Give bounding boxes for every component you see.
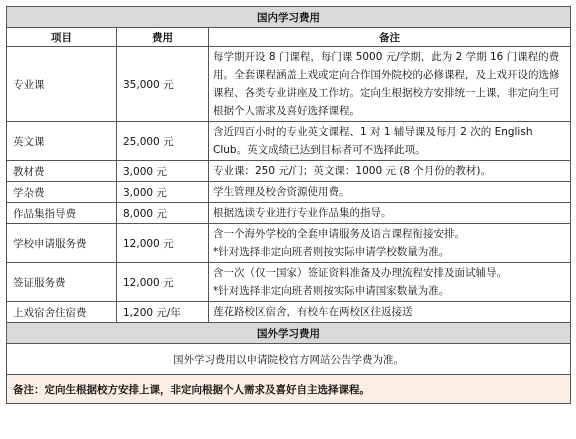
- table-header-row: [7, 28, 571, 47]
- row-item: 上戏宿舍住宿费: [7, 302, 117, 323]
- fee-rows: [7, 47, 571, 323]
- table-row: [7, 224, 571, 263]
- fee-table: [6, 6, 571, 404]
- note-line: 含一次（仅一国家）签证资料准备及办理流程安排及面试辅导。: [213, 267, 507, 279]
- note-line: 专业课：250 元/门；英文课：1000 元 (8 个月份的教材)。: [213, 165, 492, 177]
- row-fee: 3,000 元: [117, 161, 209, 182]
- table-row: [7, 302, 571, 323]
- row-fee: 12,000 元: [117, 263, 209, 302]
- row-note: [209, 203, 571, 224]
- row-fee: 8,000 元: [117, 203, 209, 224]
- row-note: [209, 302, 571, 323]
- footer-note: 备注：定向生根据校方安排上课，非定向根据个人需求及喜好自主选择课程。: [7, 375, 571, 404]
- table-row: [7, 182, 571, 203]
- row-fee: 1,200 元/年: [117, 302, 209, 323]
- row-item: 专业课: [7, 47, 117, 122]
- table-row: [7, 47, 571, 122]
- table-row: [7, 122, 571, 161]
- row-item: 英文课: [7, 122, 117, 161]
- note-line: 每学期开设 8 门课程，每门课 5000 元/学期，此为 2 学期 16 门课程的费用。全套课程涵盖上戏或定向合作国外院校的必修课程，及上戏开设的选修课程、各类专业讲座及工作坊。定向生根据校方安排统一上课，非定向生可根据个人需求及喜好选择课程。: [213, 51, 560, 117]
- row-fee: 35,000 元: [117, 47, 209, 122]
- row-fee: 12,000 元: [117, 224, 209, 263]
- row-item: 学校申请服务费: [7, 224, 117, 263]
- domestic-fees-title: 国内学习费用: [7, 7, 571, 28]
- row-item: 签证服务费: [7, 263, 117, 302]
- note-line: 含一个海外学校的全套申请服务及语言课程衔接安排。: [213, 228, 465, 240]
- table-row: [7, 263, 571, 302]
- row-note: [209, 122, 571, 161]
- row-note: [209, 182, 571, 203]
- note-line: *针对选择非定向班者则按实际申请学校数量为准。: [213, 246, 450, 258]
- intl-fees-text: 国外学习费用以申请院校官方网站公告学费为准。: [7, 344, 571, 375]
- row-item: 教材费: [7, 161, 117, 182]
- table-row: [7, 161, 571, 182]
- row-fee: 25,000 元: [117, 122, 209, 161]
- header-note: 备注: [209, 28, 571, 47]
- note-line: 含近四百小时的专业英文课程、1 对 1 辅导课及每月 2 次的 English Club。英文成绩已达到目标者可不选择此项。: [213, 126, 533, 156]
- header-fee: 费用: [117, 28, 209, 47]
- intl-fees-title: 国外学习费用: [7, 323, 571, 344]
- note-line: *针对选择非定向班者则按实际申请国家数量为准。: [213, 285, 450, 297]
- row-fee: 3,000 元: [117, 182, 209, 203]
- header-item: 项目: [7, 28, 117, 47]
- note-line: 根据选读专业进行专业作品集的指导。: [213, 207, 392, 219]
- row-note: [209, 161, 571, 182]
- fee-sheet: [6, 6, 570, 404]
- row-note: [209, 47, 571, 122]
- table-row: [7, 203, 571, 224]
- note-line: 莲花路校区宿舍，有校车在两校区往返接送: [213, 306, 413, 318]
- row-note: [209, 263, 571, 302]
- row-note: [209, 224, 571, 263]
- note-line: 学生管理及校舍资源使用费。: [213, 186, 350, 198]
- row-item: 学杂费: [7, 182, 117, 203]
- row-item: 作品集指导费: [7, 203, 117, 224]
